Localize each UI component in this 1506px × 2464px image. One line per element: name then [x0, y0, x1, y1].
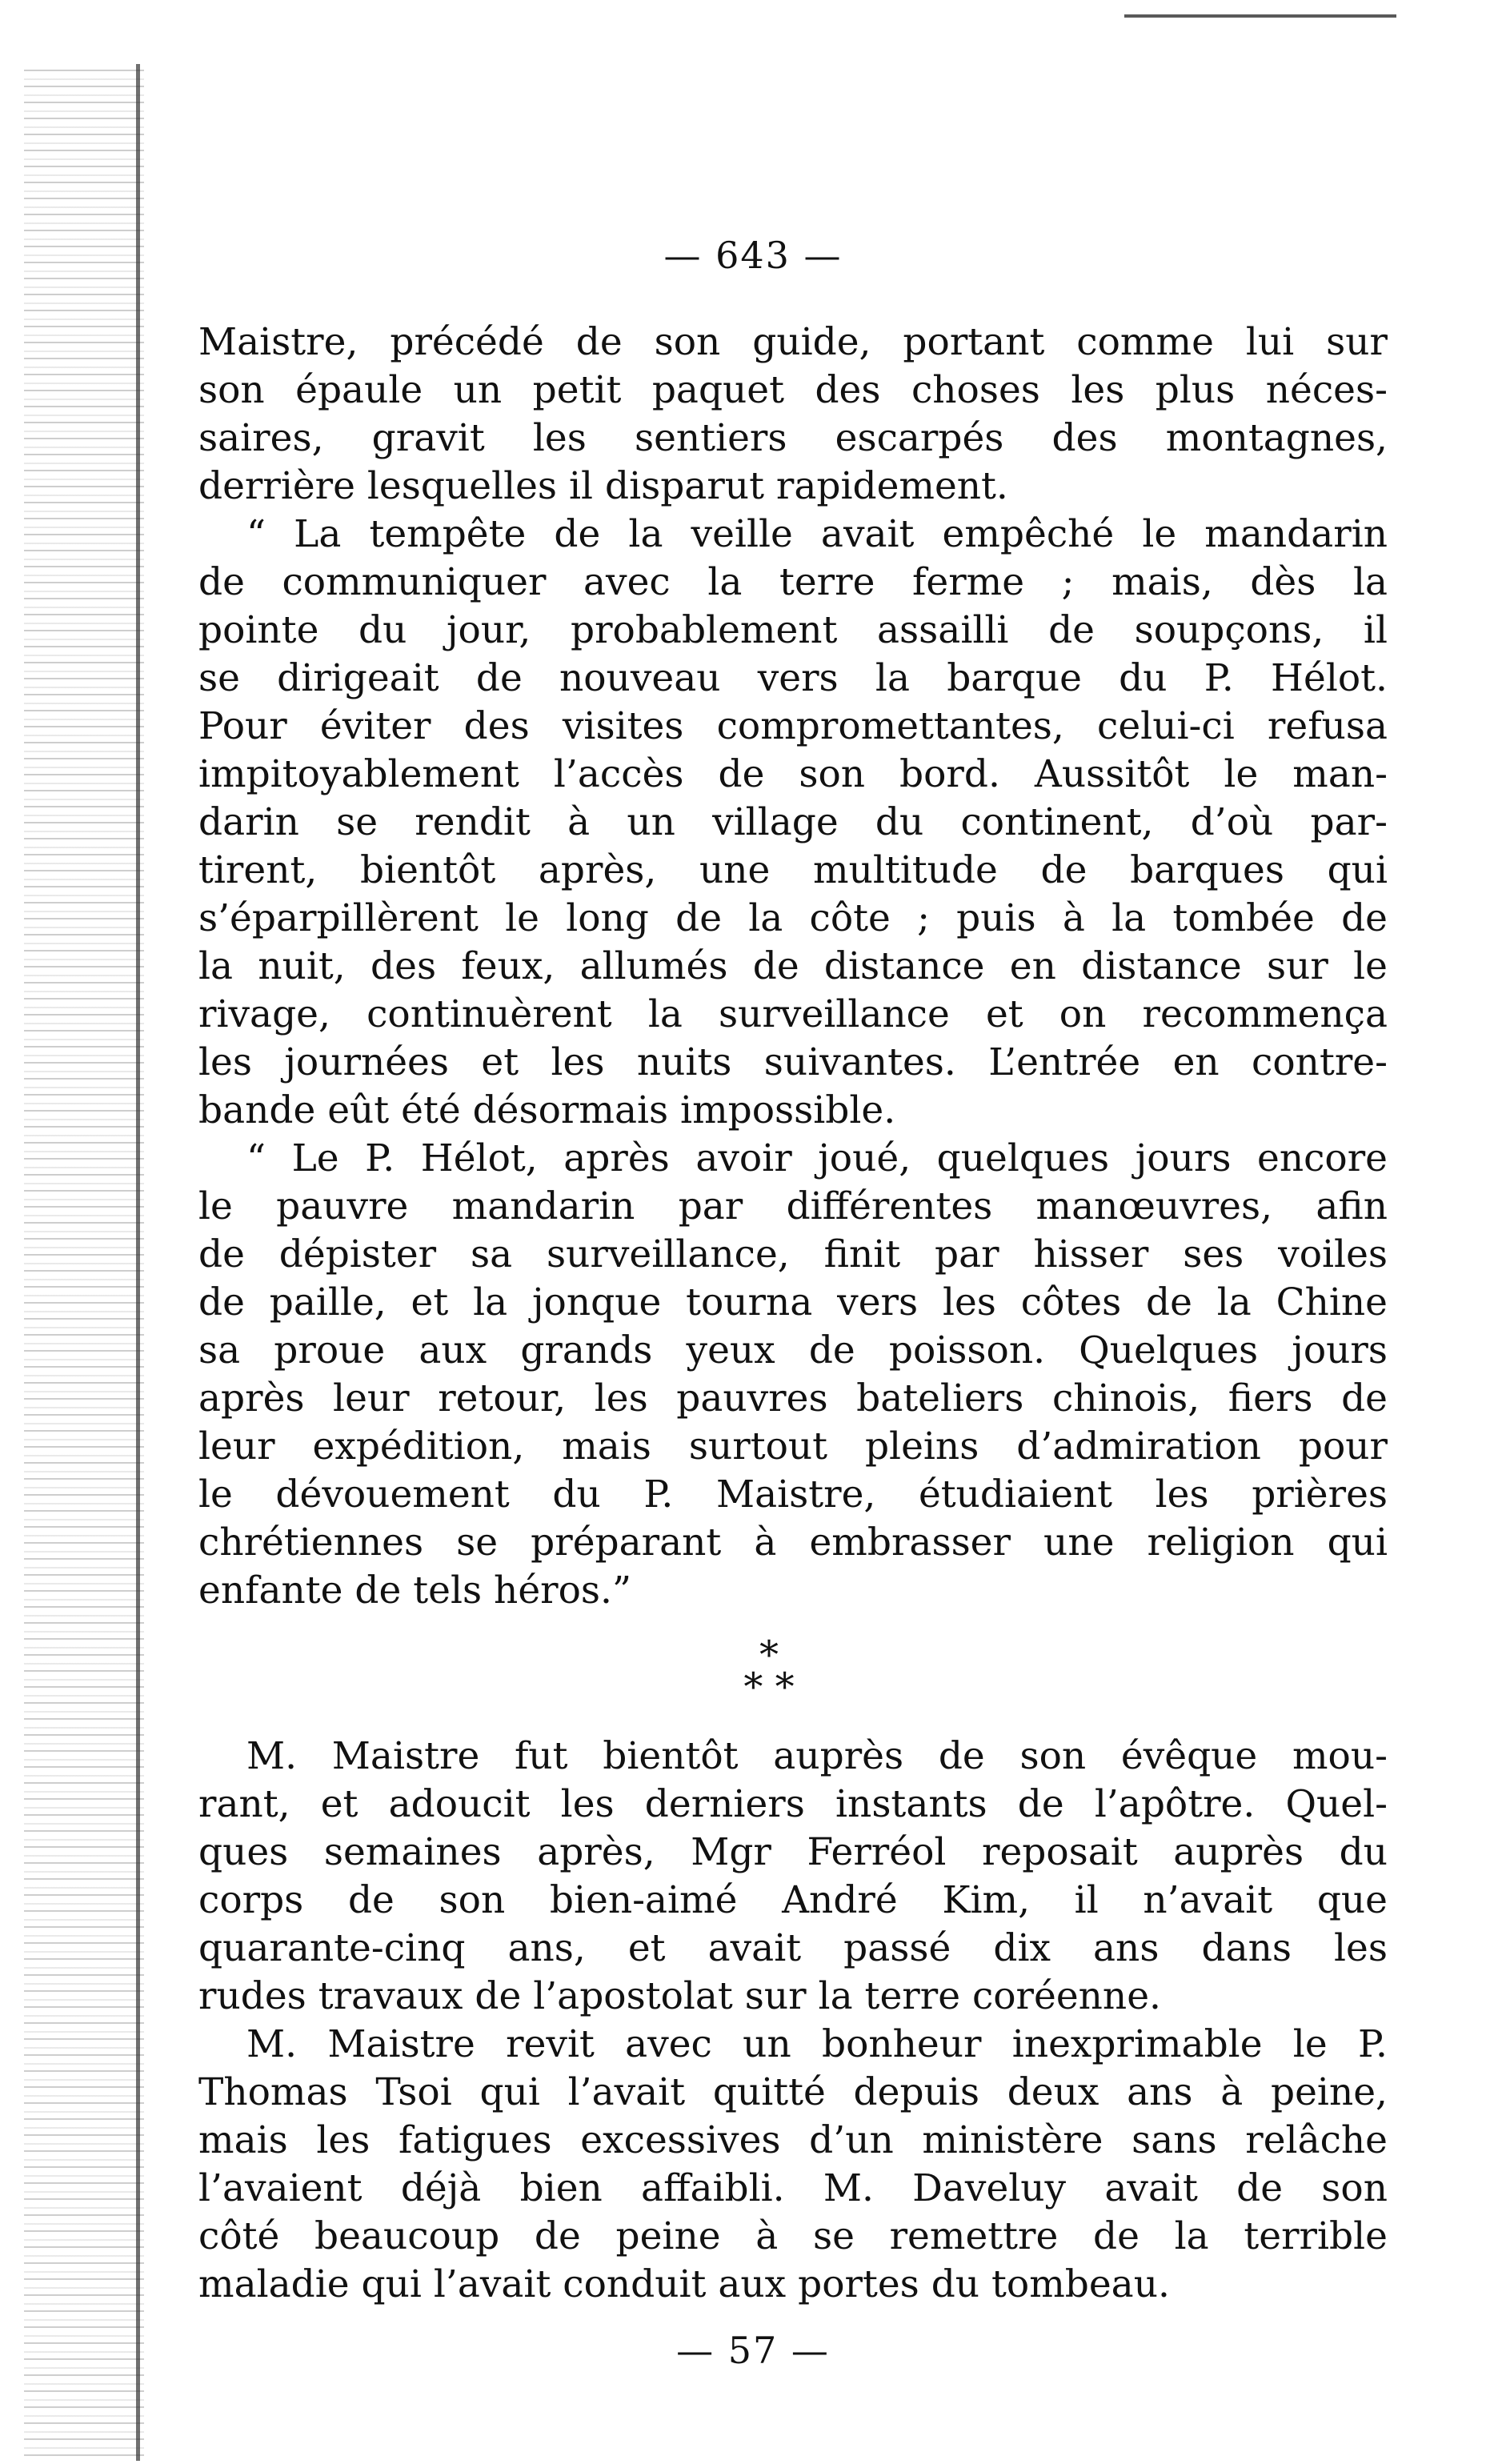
text-line: le pauvre mandarin par différentes manœuvres, afin	[198, 1184, 1388, 1228]
page-header-number: — 643 —	[663, 234, 843, 277]
section-separator-asterism	[0, 1633, 1506, 1709]
section-2-text	[198, 1733, 1388, 2309]
text-line: rant, et adoucit les derniers instants de l’apôtre. Quel-	[198, 1782, 1388, 1826]
text-line: son épaule un petit paquet des choses les plus néces-	[198, 368, 1388, 412]
text-line: rudes travaux de l’apostolat sur la terre coréenne.	[198, 1974, 1161, 2018]
text-line: quarante-cinq ans, et avait passé dix ans dans les	[198, 1926, 1388, 1970]
text-line: leur expédition, mais surtout pleins d’admiration pour	[198, 1424, 1388, 1468]
text-line: M. Maistre revit avec un bonheur inexprimable le P.	[246, 2022, 1388, 2066]
text-line: de paille, et la jonque tourna vers les côtes de la Chine	[198, 1280, 1388, 1324]
text-line: maladie qui l’avait conduit aux portes du tombeau.	[198, 2262, 1170, 2306]
text-line: de dépister sa surveillance, finit par hisser ses voiles	[198, 1232, 1388, 1276]
text-line: sa proue aux grands yeux de poisson. Quelques jours	[198, 1328, 1388, 1372]
text-line: tirent, bientôt après, une multitude de barques qui	[198, 848, 1388, 892]
text-line: l’avaient déjà bien affaibli. M. Daveluy avait de son	[198, 2166, 1388, 2210]
text-line: de communiquer avec la terre ferme ; mais, dès la	[198, 560, 1388, 604]
text-line: pointe du jour, probablement assailli de soupçons, il	[198, 608, 1388, 652]
text-line: enfante de tels héros.”	[198, 1569, 631, 1613]
section-1-text	[198, 319, 1388, 1615]
text-line: saires, gravit les sentiers escarpés des montagnes,	[198, 416, 1388, 460]
text-line: darin se rendit à un village du continent, d’où par-	[198, 800, 1388, 844]
asterism-text: * * *	[743, 1633, 795, 1709]
text-line: se dirigeait de nouveau vers la barque du P. Hélot.	[198, 656, 1388, 700]
text-line: côté beaucoup de peine à se remettre de la terrible	[198, 2214, 1388, 2258]
text-line: bande eût été désormais impossible.	[198, 1088, 896, 1132]
text-line: mais les fatigues excessives d’un ministère sans relâche	[198, 2118, 1388, 2162]
text-line: impitoyablement l’accès de son bord. Aussitôt le man-	[198, 752, 1388, 796]
text-line: le dévouement du P. Maistre, étudiaient les prières	[198, 1472, 1388, 1516]
text-line: Pour éviter des visites compromettantes, celui-ci refusa	[198, 704, 1388, 748]
page-footer-number: — 57 —	[676, 2329, 830, 2372]
text-line: derrière lesquelles il disparut rapidement.	[198, 464, 1008, 508]
text-line: ques semaines après, Mgr Ferréol reposait auprès du	[198, 1830, 1388, 1874]
scan-binding-line	[136, 64, 140, 2461]
text-line: rivage, continuèrent la surveillance et on recommença	[198, 992, 1388, 1036]
text-line: Thomas Tsoi qui l’avait quitté depuis deux ans à peine,	[198, 2070, 1388, 2114]
text-line: corps de son bien-aimé André Kim, il n’avait que	[198, 1878, 1388, 1922]
text-line: chrétiennes se préparant à embrasser une religion qui	[198, 1520, 1388, 1565]
text-line: M. Maistre fut bientôt auprès de son évêque mou-	[246, 1734, 1388, 1778]
scan-binding-edge	[24, 64, 144, 2457]
text-line: Maistre, précédé de son guide, portant comme lui sur	[198, 320, 1388, 364]
text-line: “ La tempête de la veille avait empêché le mandarin	[246, 512, 1388, 556]
text-line: s’éparpillèrent le long de la côte ; puis à la tombée de	[198, 896, 1388, 940]
text-line: après leur retour, les pauvres bateliers chinois, fiers de	[198, 1376, 1388, 1420]
top-rule	[1124, 14, 1396, 18]
text-line: “ Le P. Hélot, après avoir joué, quelques jours encore	[246, 1136, 1388, 1180]
text-line: les journées et les nuits suivantes. L’entrée en contre-	[198, 1040, 1388, 1084]
text-line: la nuit, des feux, allumés de distance en distance sur le	[198, 944, 1388, 988]
